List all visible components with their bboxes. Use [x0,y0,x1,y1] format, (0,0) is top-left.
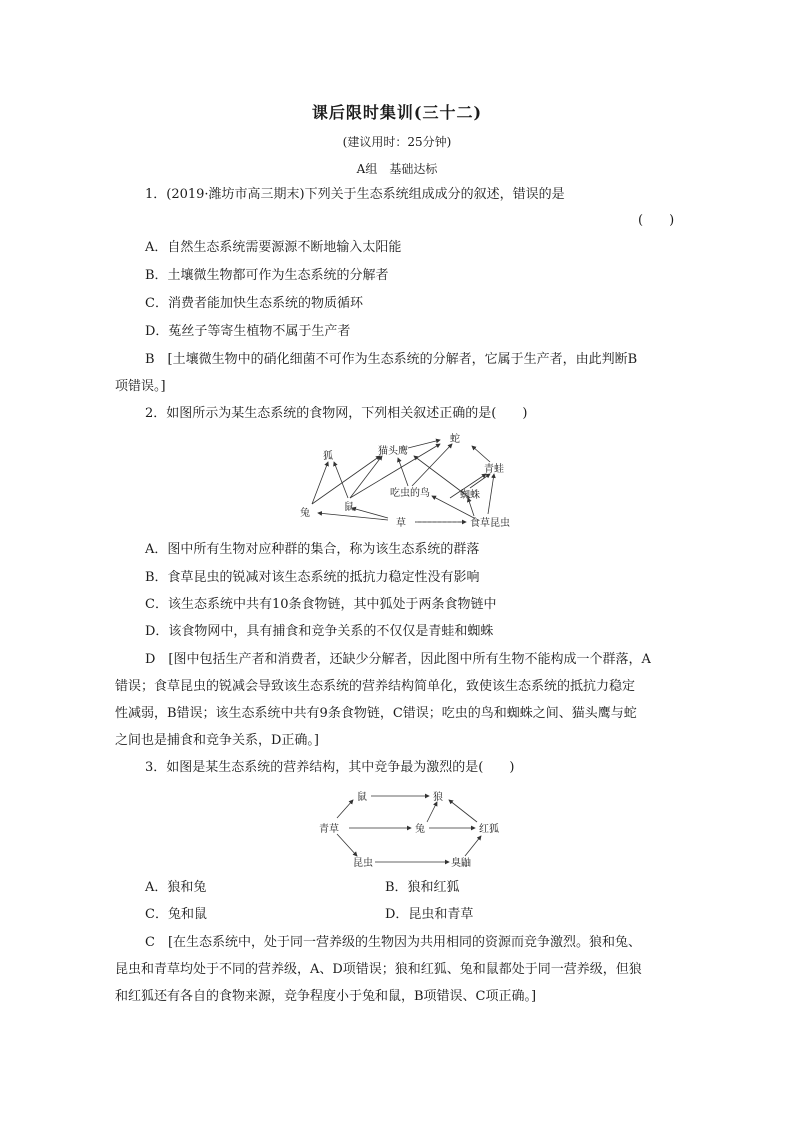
q2-stem: 2．如图所示为某生态系统的食物网，下列相关叙述正确的是( ) [145,406,528,421]
q1-option-c: C．消费者能加快生态系统的物质循环 [145,296,363,311]
node-bird: 吃虫的鸟 [390,488,430,499]
q2-option-a: A．图中所有生物对应种群的集合，称为该生态系统的群落 [145,542,480,557]
node-rabbit: 兔 [300,508,310,519]
node-insect-2: 昆虫 [353,858,373,869]
q1-stem: 1．(2019·潍坊市高三期末)下列关于生态系统组成成分的叙述，错误的是 [145,187,565,202]
q1-option-a: A．自然生态系统需要源源不断地输入太阳能 [145,240,402,255]
page-title: 课后限时集训(三十二) [311,103,483,122]
node-mouse-2: 鼠 [357,792,367,803]
time-note: (建议用时：25分钟) [342,135,452,149]
node-red-fox: 红狐 [479,824,499,835]
q3-stem: 3．如图是某生态系统的营养结构，其中竞争最为激烈的是( ) [145,760,515,775]
node-grass: 草 [396,518,406,529]
q3-option-c: C．兔和鼠 [145,907,207,922]
node-insect: 食草昆虫 [470,518,510,529]
q1-answer-bracket: ( ) [638,213,675,228]
group-heading: A组 基础达标 [356,162,438,176]
q3-option-d: D．昆虫和青草 [385,907,474,922]
q3-answer-line-3: 和红狐还有各自的食物来源，竞争程度小于兔和鼠，B项错误、C项正确。] [115,989,537,1004]
q1-answer-line-1: B [土壤微生物中的硝化细菌不可作为生态系统的分解者，它属于生产者，由此判断B [145,352,638,367]
node-frog: 青蛙 [484,464,504,475]
food-web-diagram-2 [315,786,525,872]
q1-option-d: D．菟丝子等寄生植物不属于生产者 [145,324,351,339]
q2-option-b: B．食草昆虫的锐减对该生态系统的抵抗力稳定性没有影响 [145,570,480,585]
q3-option-a: A．狼和兔 [145,880,207,895]
q2-answer-line-2: 错误；食草昆虫的锐减会导致该生态系统的营养结构简单化，致使该生态系统的抵抗力稳定 [115,679,636,694]
q2-answer-line-3: 性减弱，B错误；该生态系统中共有9条食物链，C错误；吃虫的鸟和蜘蛛之间、猫头鹰与蛇 [115,706,637,721]
q3-option-b: B．狼和红狐 [385,880,460,895]
node-grass-2: 青草 [319,824,339,835]
q1-option-b: B．土壤微生物都可作为生态系统的分解者 [145,268,389,283]
q2-answer-line-4: 之间也是捕食和竞争关系，D正确。] [115,733,319,748]
node-mouse: 鼠 [344,502,354,513]
node-snake: 蛇 [450,434,460,445]
node-rabbit-2: 兔 [415,824,425,835]
q2-answer-line-1: D [图中包括生产者和消费者，还缺少分解者，因此图中所有生物不能构成一个群落，A [145,652,651,667]
q2-option-c: C．该生态系统中共有10条食物链，其中狐处于两条食物链中 [145,597,497,612]
node-wolf: 狼 [433,792,443,803]
q3-answer-line-1: C [在生态系统中，处于同一营养级的生物因为共用相同的资源而竞争激烈。狼和兔、 [145,935,642,950]
food-web-diagram-1 [290,432,540,534]
q2-option-d: D．该食物网中，具有捕食和竞争关系的不仅仅是青蛙和蜘蛛 [145,624,494,639]
node-skunk: 臭鼬 [451,858,471,869]
node-owl: 猫头鹰 [378,446,408,457]
node-spider: 蜘蛛 [460,490,480,501]
q3-answer-line-2: 昆虫和青草均处于不同的营养级，A、D项错误；狼和红狐、兔和鼠都处于同一营养级，但狼 [115,962,642,977]
q1-answer-line-2: 项错误。] [115,379,166,394]
node-fox: 狐 [323,451,333,462]
